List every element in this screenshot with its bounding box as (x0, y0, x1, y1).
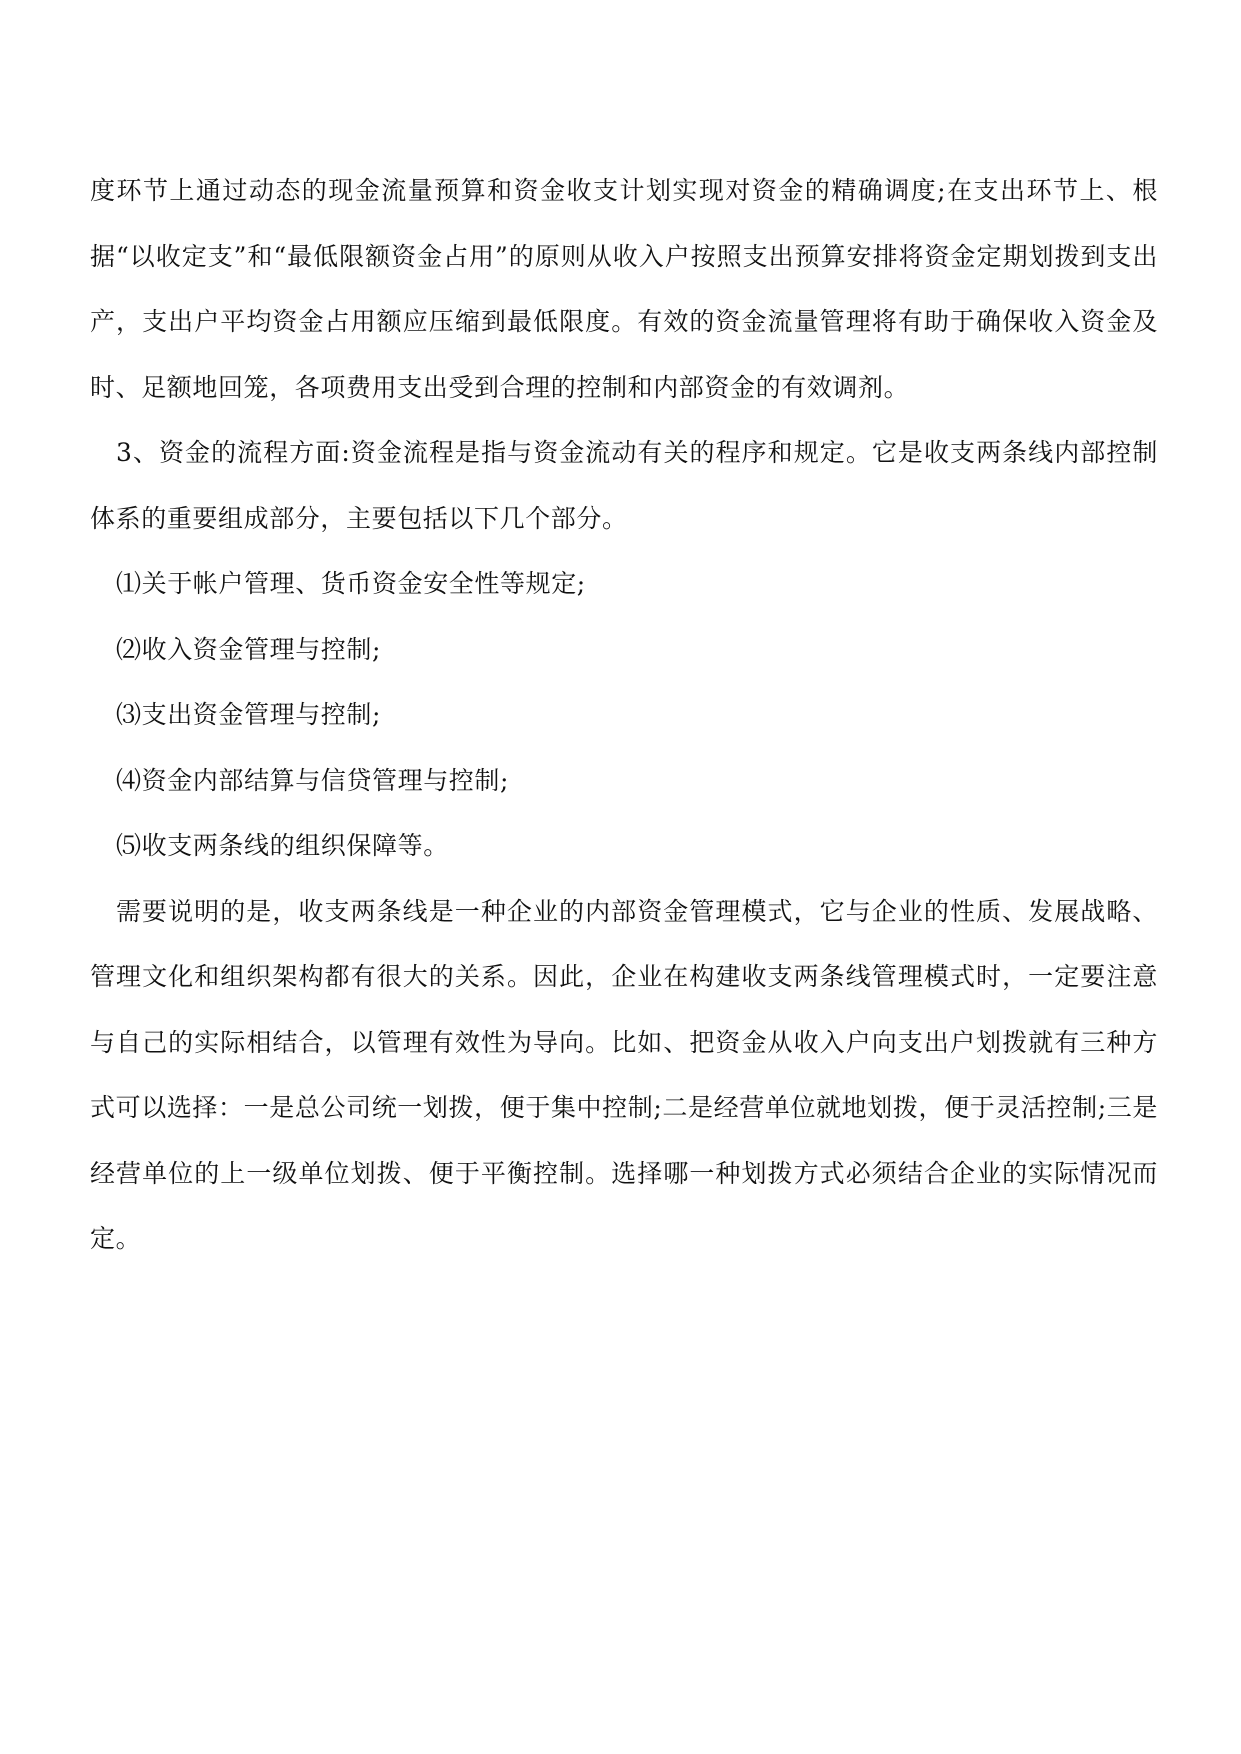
list-item-account-management: ⑴关于帐户管理、货币资金安全性等规定; (116, 569, 586, 598)
document-body (90, 158, 1158, 1272)
list-item-expense-control: ⑶支出资金管理与控制; (116, 700, 382, 729)
list-item-income-control: ⑵收入资金管理与控制; (116, 634, 382, 664)
list-item-internal-settlement: ⑷资金内部结算与信贷管理与控制; (116, 765, 510, 795)
paragraph-fund-process: 3、资金的流程方面:资金流程是指与资金流动有关的程序和规定。它是收支两条线内部控制体系的重要组成部分，主要包括以下几个部分。 (90, 438, 1158, 533)
paragraph-fund-scheduling: 度环节上通过动态的现金流量预算和资金收支计划实现对资金的精确调度;在支出环节上、根据“以收定支”和“最低限额资金占用”的原则从收入户按照支出预算安排将资金定期划拨到支出产，支出户平均资金占用额应压缩到最低限度。有效的资金流量管理将有助于确保收入资金及时、足额地回笼，各项费用支出受到合理的控制和内部资金的有效调剂。 (90, 176, 1158, 402)
paragraph-note: 需要说明的是，收支两条线是一种企业的内部资金管理模式，它与企业的性质、发展战略、管理文化和组织架构都有很大的关系。因此，企业在构建收支两条线管理模式时，一定要注意与自己的实际相结合，以管理有效性为导向。比如、把资金从收入户向支出户划拨就有三种方式可以选择：一是总公司统一划拨，便于集中控制;二是经营单位就地划拨，便于灵活控制;三是经营单位的上一级单位划拨、便于平衡控制。选择哪一种划拨方式必须结合企业的实际情况而定。 (90, 896, 1158, 1253)
list-item-organization-guarantee: ⑸收支两条线的组织保障等。 (116, 831, 449, 860)
